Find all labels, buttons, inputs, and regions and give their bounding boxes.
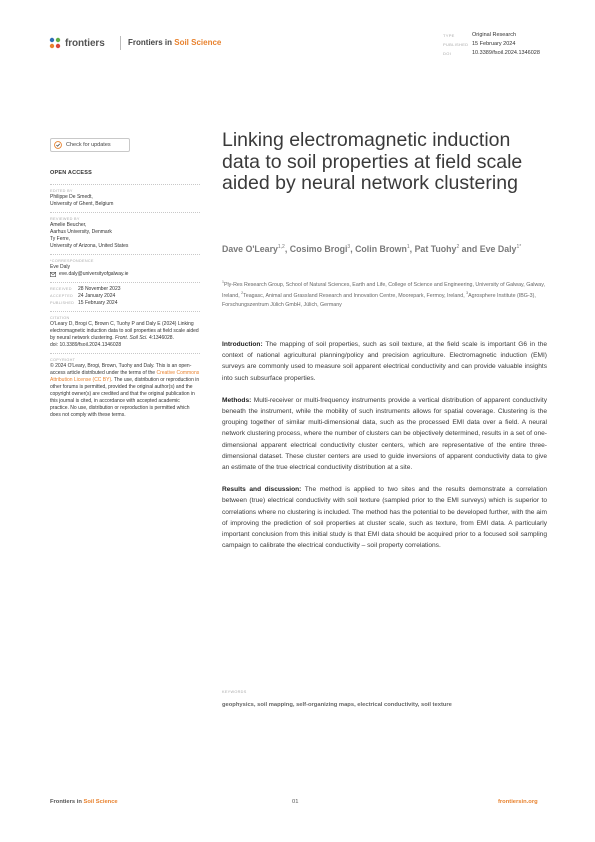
open-access-label: OPEN ACCESS (50, 170, 93, 176)
journal-name[interactable]: Frontiers in Soil Science (128, 38, 222, 47)
sidebar (50, 170, 200, 421)
received-date: 28 November 2023 (78, 286, 121, 292)
meta-type-label: TYPE (443, 33, 455, 38)
copyright-label: COPYRIGHT (50, 358, 76, 362)
reviewers: Amelie Beucher, Aarhus University, Denmark Ty Ferre, University of Arizona, United States (50, 222, 129, 249)
divider (50, 311, 200, 312)
author-link[interactable]: Colin Brown$^1$ (355, 243, 410, 254)
divider (50, 254, 200, 255)
email-icon (50, 272, 56, 277)
frontiers-logo[interactable] (49, 36, 105, 50)
author-link[interactable]: Dave O'Leary$^{1,2}$ (222, 243, 285, 254)
meta-type-value: Original Research (472, 32, 517, 38)
meta-doi-value: 10.3389/fsoil.2024.1346028 (472, 50, 540, 56)
page-number: 01 (292, 799, 299, 805)
cc-by-license-link[interactable]: Creative Commons Attribution License (CC BY) (50, 370, 200, 383)
reviewed-by-label: REVIEWED BY (50, 217, 80, 221)
check-for-updates-button[interactable]: Check for updates (50, 138, 130, 152)
abstract-results: Results and discussion: The method is applied to two sites and the results demonstrate a correlation between (true) electrical conductivity with soil texture (sampled prior to the EMI surveys) which is superior to correlations where no clustering is included. The method has the potential to be developed further, with the aim of improving the prediction of soil properties at cluster scale, such as texture, from EMI data. A particularly important conclusion from this initial study is that EMI data should be acquired prior to a focused soil sampling campaign to calibrate the electrical conductivity – soil property correlations. (222, 486, 547, 550)
meta-doi-label: DOI (443, 51, 452, 56)
accepted-label: ACCEPTED (50, 294, 74, 298)
abstract (222, 339, 547, 562)
author-link[interactable]: Pat Tuohy$^2$ (414, 243, 460, 254)
meta-published-value: 15 February 2024 (472, 41, 516, 47)
header-divider (120, 36, 121, 50)
meta-published-label: PUBLISHED (443, 42, 469, 47)
divider (50, 282, 200, 283)
citation-label: CITATION (50, 316, 70, 320)
copyright-text: © 2024 O'Leary, Brogi, Brown, Tuohy and Daly. This is an open-access article distributed under the terms of the Creative Commons Attribution License (CC BY). The use, distribution or reproduction in other forums is permitted, provided the original author(s) and the copyright owner(s) are credited and that the original publication in this journal is cited, in accordance with accepted academic practice. No use, distribution or reproduction is permitted which does not comply with these terms. (50, 363, 200, 418)
affiliations: $^1$Ply-Res Research Group, School of Natural Sciences, Earth and Life, College of Science and Engineering, University of Galway, Galway, Ireland, $^2$Teagasc, Animal and Grassland Research and Innovation Centre, Moorepark, Fermoy, Ireland, $^3$Agrosphere Institute (IBG-3), Forschungszentrum Jülich GmbH, Jülich, Germany (222, 280, 545, 308)
correspondence-email-link[interactable]: eve.daly@universityofgalway.ie (59, 271, 129, 277)
citation-doi-link[interactable]: doi: 10.3389/fsoil.2024.1346028 (50, 342, 122, 348)
article-title: Linking electromagnetic induction data to soil properties at field scale aided by neural network clustering (222, 129, 523, 194)
footer-journal: Frontiers in Soil Science (50, 799, 118, 805)
published-date: 15 February 2024 (78, 300, 118, 306)
divider (50, 353, 200, 354)
received-label: RECEIVED (50, 287, 72, 291)
keywords: geophysics, soil mapping, self-organizing maps, electrical conductivity, soil texture (222, 702, 452, 708)
keywords-label: KEYWORDS (222, 690, 247, 694)
correspondence (50, 264, 200, 278)
divider (50, 184, 200, 185)
author-list: Dave O'Leary$^{1,2}$, Cosimo Brogi$^3$, Colin Brown$^1$, Pat Tuohy$^2$ and Eve Daly$^{1*}$ (222, 243, 522, 254)
article-meta (443, 31, 540, 58)
editor: Philippe De Smedt, University of Ghent, Belgium (50, 194, 114, 207)
author-link[interactable]: Eve Daly$^{1*}$ (479, 243, 522, 254)
check-updates-icon (54, 141, 62, 149)
divider (50, 212, 200, 213)
abstract-methods: Methods: Multi-receiver or multi-frequency instruments provide a vertical distribution of apparent conductivity beneath the instrument, while the mobility of such instruments allows for spatial coverage. Clustering is the grouping together of similar multi-dimensional data, such as the processed EMI data over a field. A neural network clustering process, where the number of clusters can be objectively determined, results in a set of one-dimensional apparent electrical conductivity cluster centers, which are representative of the entire three-dimensional dataset. These cluster centers are used to guide inversions of apparent conductivity data to give an estimate of the true electrical conductivity distribution at a site. (222, 396, 547, 472)
author-link[interactable]: Cosimo Brogi$^3$ (289, 243, 351, 254)
abstract-introduction: Introduction: The mapping of soil properties, such as soil texture, at the field scale is important G6 in the context of national agricultural planning/policy and precision agriculture. Electromagnetic induction (EMI) surveys are commonly used to measure soil apparent electrical conductivity and can provide valuable insights into such subsurface properties. (222, 341, 547, 382)
edited-by-label: EDITED BY (50, 189, 73, 193)
correspondence-label: *CORRESPONDENCE (50, 259, 94, 263)
frontiers-logo-icon (49, 37, 61, 49)
frontiersin-link[interactable]: frontiersin.org (498, 799, 538, 805)
correspondence-name: Eve Daly (50, 264, 71, 270)
dates (50, 286, 200, 307)
published-label: PUBLISHED (50, 301, 75, 305)
accepted-date: 24 January 2024 (78, 293, 116, 299)
frontiers-logo-text: frontiers (65, 37, 105, 49)
citation: O'Leary D, Brogi C, Brown C, Tuohy P and Daly E (2024) Linking electromagnetic induction data to soil properties at field scale aided by neural network clustering. Front. Soil Sci. 4:1346028. doi: 10.3389/fsoil.2024.1346028 (50, 321, 199, 348)
